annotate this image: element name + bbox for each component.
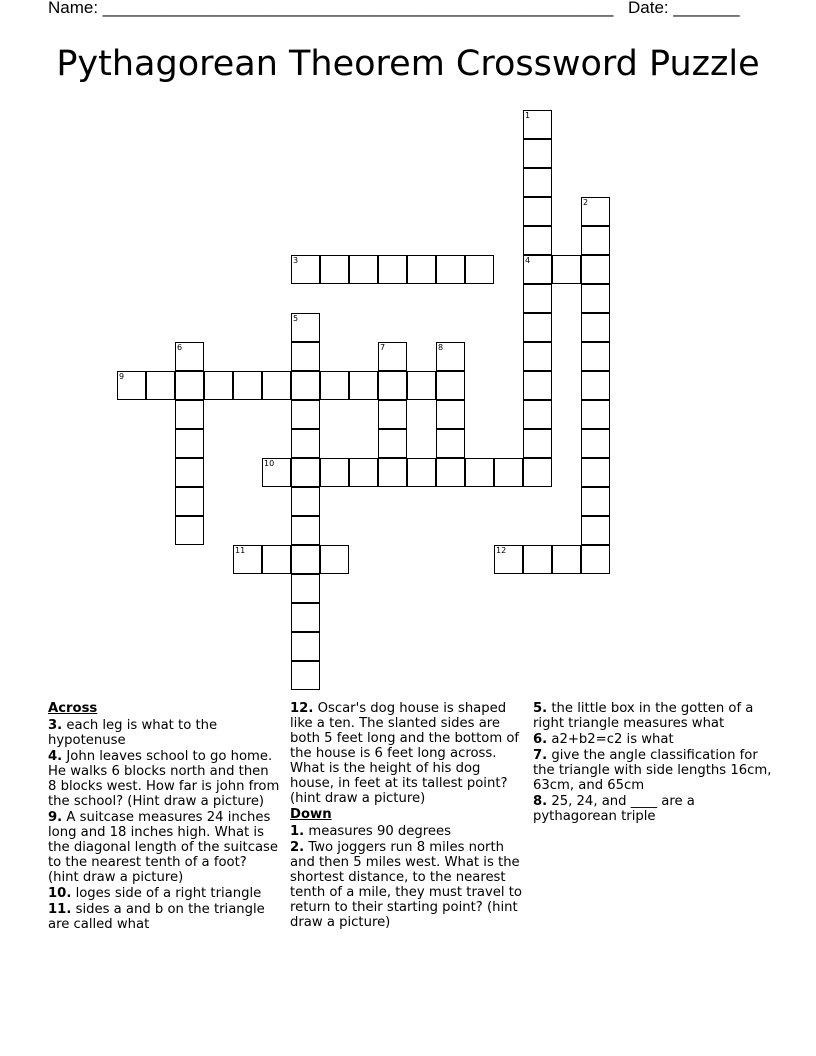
crossword-cell[interactable]: [233, 371, 262, 400]
crossword-cell[interactable]: [291, 458, 320, 487]
clue-text: sides a and b on the triangle are called what: [48, 902, 265, 932]
crossword-cell[interactable]: [175, 400, 204, 429]
clue-text: Oscar's dog house is shaped like a ten. The slanted sides are both 5 feet long and the bottom of the house is 6 feet long across. What is the height of his dog house, in feet at its tallest point? (hint draw a picture): [290, 701, 520, 806]
clues-column-2: [290, 701, 524, 931]
crossword-cell[interactable]: [523, 429, 552, 458]
crossword-cell[interactable]: [523, 458, 552, 487]
crossword-cell[interactable]: [175, 516, 204, 545]
crossword-cell[interactable]: [291, 516, 320, 545]
cell-number: 9: [119, 372, 125, 381]
crossword-cell[interactable]: [581, 400, 610, 429]
clue-number: 3.: [48, 718, 63, 733]
crossword-cell[interactable]: [204, 371, 233, 400]
crossword-cell[interactable]: [378, 255, 407, 284]
crossword-cell[interactable]: [523, 226, 552, 255]
crossword-cell[interactable]: [349, 255, 378, 284]
cell-number: 6: [177, 343, 183, 352]
crossword-cell[interactable]: [523, 197, 552, 226]
crossword-cell[interactable]: [552, 545, 581, 574]
crossword-cell[interactable]: [465, 458, 494, 487]
crossword-cell[interactable]: [581, 284, 610, 313]
crossword-cell[interactable]: [581, 197, 610, 226]
clue-down-1: [290, 824, 524, 839]
crossword-cell[interactable]: [436, 371, 465, 400]
clue-across-12: [290, 701, 524, 806]
clue-down-2: [290, 840, 524, 930]
clue-text: a2+b2=c2 is what: [547, 732, 674, 747]
crossword-cell[interactable]: [291, 661, 320, 690]
clue-number: 7.: [533, 748, 548, 763]
crossword-cell[interactable]: [523, 284, 552, 313]
crossword-cell[interactable]: [436, 458, 465, 487]
crossword-cell[interactable]: [465, 255, 494, 284]
crossword-cell[interactable]: [291, 487, 320, 516]
crossword-cell[interactable]: [436, 255, 465, 284]
crossword-cell[interactable]: [523, 342, 552, 371]
crossword-cell[interactable]: [320, 458, 349, 487]
clue-text: give the angle classification for the triangle with side lengths 16cm, 63cm, and 65cm: [533, 748, 772, 793]
crossword-cell[interactable]: [378, 429, 407, 458]
clue-number: 5.: [533, 701, 548, 716]
crossword-cell[interactable]: [349, 371, 378, 400]
crossword-cell[interactable]: [581, 255, 610, 284]
cell-number: 10: [264, 459, 275, 468]
crossword-cell[interactable]: [436, 400, 465, 429]
crossword-cell[interactable]: [262, 545, 291, 574]
crossword-cell[interactable]: [581, 342, 610, 371]
crossword-cell[interactable]: [378, 458, 407, 487]
crossword-cell[interactable]: [378, 400, 407, 429]
crossword-cell[interactable]: [523, 371, 552, 400]
cell-number: 1: [525, 111, 531, 120]
clue-across-3: [48, 718, 280, 748]
clue-number: 9.: [48, 810, 63, 825]
crossword-cell[interactable]: [320, 255, 349, 284]
clues-column-3: [533, 701, 773, 825]
clue-text: loges side of a right triangle: [71, 886, 262, 901]
crossword-cell[interactable]: [117, 371, 146, 400]
clues-column-1: [48, 701, 280, 933]
crossword-cell[interactable]: [581, 458, 610, 487]
crossword-cell[interactable]: [233, 545, 262, 574]
clue-down-6: [533, 732, 773, 747]
crossword-cell[interactable]: [349, 458, 378, 487]
crossword-cell[interactable]: [581, 545, 610, 574]
crossword-cell[interactable]: [291, 371, 320, 400]
crossword-cell[interactable]: [378, 342, 407, 371]
clue-text: 25, 24, and ____ are a pythagorean triple: [533, 794, 695, 824]
crossword-cell[interactable]: [291, 429, 320, 458]
crossword-cell[interactable]: [175, 458, 204, 487]
date-field-label: Date: _______: [628, 0, 740, 17]
crossword-cell[interactable]: [291, 255, 320, 284]
crossword-cell[interactable]: [407, 458, 436, 487]
crossword-cell[interactable]: [523, 545, 552, 574]
crossword-cell[interactable]: [378, 371, 407, 400]
clue-down-8: [533, 794, 773, 824]
crossword-cell[interactable]: [291, 400, 320, 429]
clue-down-7: [533, 748, 773, 793]
clue-number: 1.: [290, 824, 305, 839]
clue-across-11: [48, 902, 280, 932]
page-title: Pythagorean Theorem Crossword Puzzle: [56, 44, 760, 84]
name-field-label: Name: ______________________________________________________: [48, 0, 614, 17]
crossword-cell[interactable]: [262, 371, 291, 400]
cell-number: 12: [496, 546, 507, 555]
crossword-cell[interactable]: [523, 139, 552, 168]
crossword-cell[interactable]: [175, 487, 204, 516]
clue-text: John leaves school to go home. He walks 6 blocks north and then 8 blocks west. How far is john from the school? (Hint draw a picture): [48, 749, 280, 809]
down-heading: Down: [290, 807, 332, 822]
crossword-cell[interactable]: [494, 458, 523, 487]
crossword-cell[interactable]: [494, 545, 523, 574]
crossword-cell[interactable]: [407, 255, 436, 284]
cell-number: 8: [438, 343, 444, 352]
crossword-cell[interactable]: [291, 342, 320, 371]
crossword-cell[interactable]: [320, 371, 349, 400]
crossword-cell[interactable]: [436, 342, 465, 371]
crossword-cell[interactable]: [523, 255, 552, 284]
crossword-cell[interactable]: [291, 313, 320, 342]
clue-number: 4.: [48, 749, 63, 764]
clue-number: 8.: [533, 794, 548, 809]
clue-text: Two joggers run 8 miles north and then 5 miles west. What is the shortest distance, to the nearest tenth of a mile, they must travel to return to their starting point? (hint draw a picture): [290, 840, 522, 930]
crossword-cell[interactable]: [523, 110, 552, 139]
crossword-cell[interactable]: [407, 371, 436, 400]
cell-number: 7: [380, 343, 386, 352]
clue-number: 10.: [48, 886, 72, 901]
clue-text: measures 90 degrees: [304, 824, 452, 839]
crossword-cell[interactable]: [175, 342, 204, 371]
crossword-cell[interactable]: [581, 429, 610, 458]
cell-number: 3: [293, 256, 299, 265]
clue-text: each leg is what to the hypotenuse: [48, 718, 218, 748]
clue-across-9: [48, 810, 280, 885]
crossword-cell[interactable]: [581, 313, 610, 342]
crossword-cell[interactable]: [523, 168, 552, 197]
crossword-cell[interactable]: [291, 574, 320, 603]
clue-text: A suitcase measures 24 inches long and 18 inches high. What is the diagonal length of the suitcase to the nearest tenth of a foot? (hint draw a picture): [48, 810, 279, 885]
crossword-cell[interactable]: [175, 371, 204, 400]
cell-number: 5: [293, 314, 299, 323]
across-heading: Across: [48, 701, 98, 716]
crossword-cell[interactable]: [523, 313, 552, 342]
cell-number: 11: [235, 546, 246, 555]
cell-number: 4: [525, 256, 531, 265]
crossword-cell[interactable]: [175, 429, 204, 458]
crossword-cell[interactable]: [291, 545, 320, 574]
crossword-cell[interactable]: [552, 255, 581, 284]
crossword-cell[interactable]: [581, 371, 610, 400]
crossword-cell[interactable]: [320, 545, 349, 574]
clue-across-4: [48, 749, 280, 809]
cell-number: 2: [583, 198, 589, 207]
clue-down-5: [533, 701, 773, 731]
clue-number: 6.: [533, 732, 548, 747]
crossword-cell[interactable]: [262, 458, 291, 487]
clue-number: 2.: [290, 840, 305, 855]
crossword-cell[interactable]: [581, 487, 610, 516]
crossword-cell[interactable]: [291, 632, 320, 661]
crossword-cell[interactable]: [581, 226, 610, 255]
crossword-cell[interactable]: [581, 516, 610, 545]
clue-text: the little box in the gotten of a right triangle measures what: [533, 701, 754, 731]
crossword-cell[interactable]: [436, 429, 465, 458]
crossword-cell[interactable]: [291, 603, 320, 632]
crossword-cell[interactable]: [146, 371, 175, 400]
clue-across-10: [48, 886, 280, 901]
clue-number: 12.: [290, 701, 314, 716]
clue-number: 11.: [48, 902, 72, 917]
crossword-cell[interactable]: [523, 400, 552, 429]
